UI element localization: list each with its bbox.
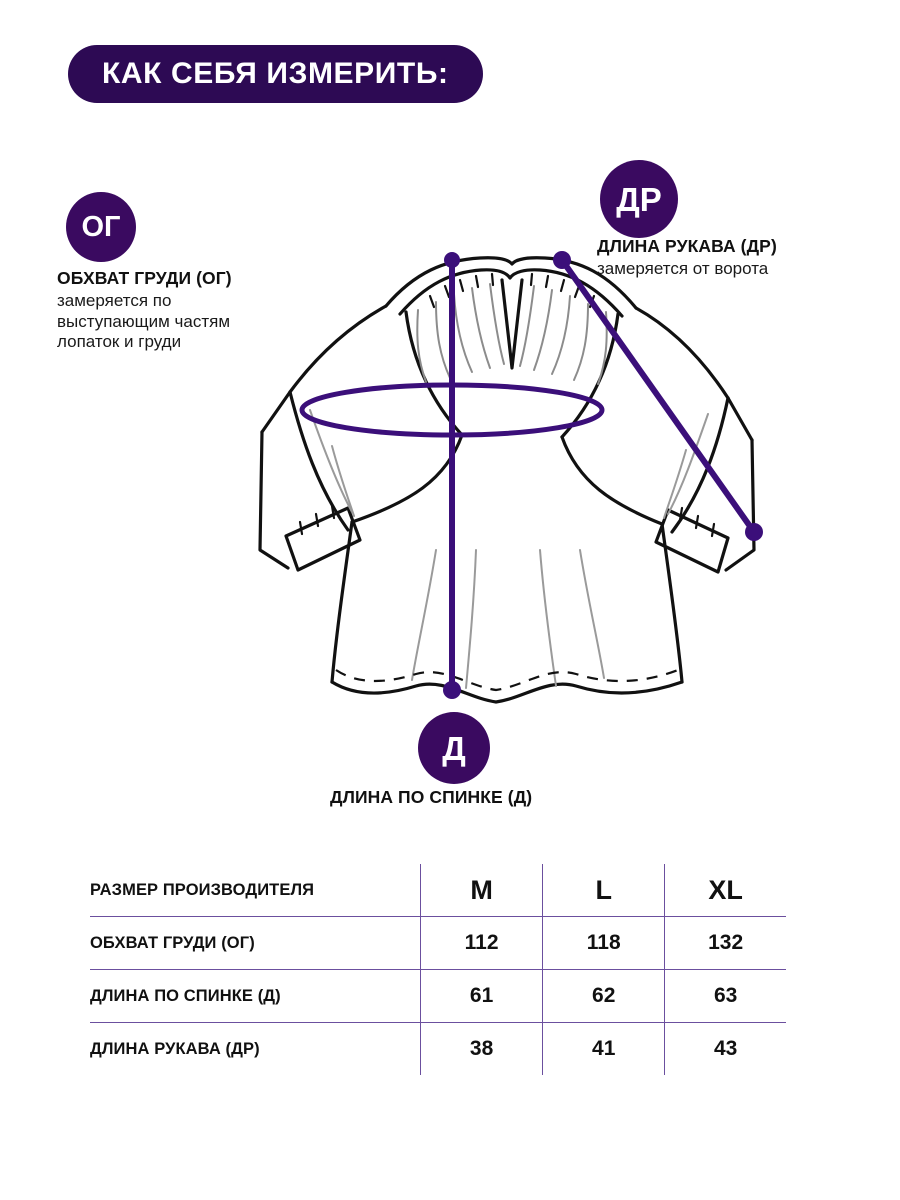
table-header-size-l: L: [543, 863, 665, 917]
marker-badge-chest-abbr: ОГ: [81, 210, 121, 243]
marker-badge-chest: [66, 192, 136, 262]
caption-chest-line-1: замеряется по: [57, 291, 172, 310]
table-cell-chest-l: 118: [543, 917, 665, 970]
table-row-label-sleeve: ДЛИНА РУКАВА (ДР): [89, 1023, 421, 1077]
table-cell-sleeve-xl: 43: [665, 1023, 787, 1077]
table-cell-length-l: 62: [543, 970, 665, 1023]
table-row-label-chest: ОБХВАТ ГРУДИ (ОГ): [89, 917, 421, 970]
back-length-end-dot: [443, 681, 461, 699]
blouse-outline: [260, 258, 754, 702]
sleeve-length-end-dot: [745, 523, 763, 541]
caption-chest-description: [57, 291, 232, 353]
table-header-size-m: M: [421, 863, 543, 917]
caption-length-title: ДЛИНА ПО СПИНКЕ (Д): [330, 787, 533, 807]
table-row: [89, 970, 787, 1023]
table-header-row: [89, 863, 787, 917]
caption-chest-line-3: лопаток и груди: [57, 332, 182, 352]
table-header-size-xl: XL: [665, 863, 787, 917]
hem-topstitching: [336, 670, 678, 690]
size-table: [88, 862, 788, 1077]
sleeve-drape-lines: [310, 410, 708, 518]
table-row: [89, 917, 787, 970]
caption-length: [330, 787, 532, 808]
table-row: [89, 1023, 787, 1077]
marker-badge-length-abbr: Д: [442, 729, 466, 767]
table-cell-length-m: 61: [421, 970, 543, 1023]
table-cell-sleeve-l: 41: [543, 1023, 665, 1077]
marker-badge-length: [418, 712, 490, 784]
back-length-start-dot: [444, 252, 460, 268]
table-row-label-length: ДЛИНА ПО СПИНКЕ (Д): [89, 970, 421, 1023]
page-title: КАК СЕБЯ ИЗМЕРИТЬ:: [102, 57, 449, 90]
blouse-technical-drawing-svg: [240, 250, 780, 710]
caption-chest: [57, 268, 232, 353]
sleeve-length-start-dot: [553, 251, 571, 269]
marker-badge-sleeve-abbr: ДР: [616, 180, 662, 218]
caption-chest-title: ОБХВАТ ГРУДИ (ОГ): [57, 268, 232, 288]
body-drape-lines: [412, 550, 604, 688]
table-cell-length-xl: 63: [665, 970, 787, 1023]
size-table-container: [88, 862, 788, 1077]
caption-chest-line-2: выступающим частям: [57, 311, 231, 331]
caption-sleeve-line-1: замеряется от ворота: [597, 259, 769, 278]
page-title-badge: [68, 45, 483, 103]
table-cell-chest-m: 112: [421, 917, 543, 970]
table-cell-sleeve-m: 38: [421, 1023, 543, 1077]
marker-badge-sleeve: [600, 160, 678, 238]
table-cell-chest-xl: 132: [665, 917, 787, 970]
caption-sleeve-title: ДЛИНА РУКАВА (ДР): [597, 236, 777, 256]
table-header-label: РАЗМЕР ПРОИЗВОДИТЕЛЯ: [89, 863, 421, 917]
blouse-illustration: [240, 250, 780, 710]
